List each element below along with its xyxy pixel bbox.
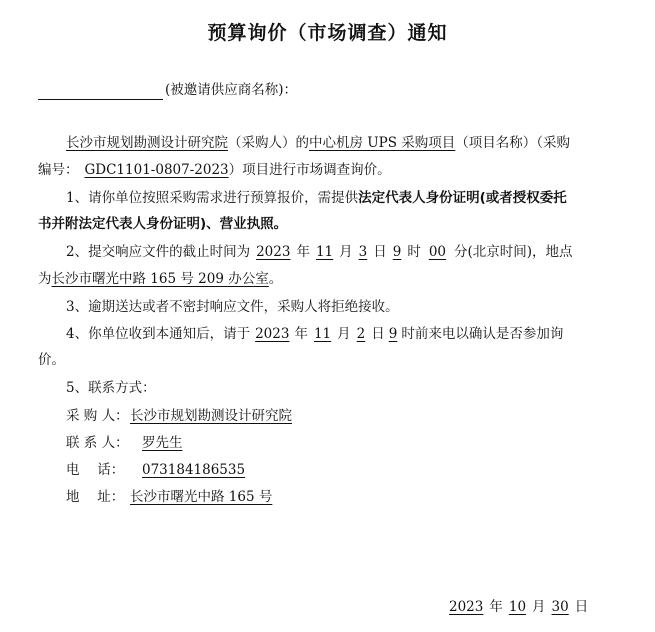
item1-bold1: 法定代表人身份证明(或者授权委托: [358, 190, 567, 206]
confirm-hour: 9: [388, 326, 398, 342]
item1-line2: [38, 214, 287, 234]
confirm-day-unit: 日: [371, 326, 385, 342]
confirm-hour-unit: 时前来电以确认是否参加询: [401, 326, 564, 342]
date-month-unit: 月: [532, 599, 546, 615]
contact-label: 地 址：: [66, 489, 125, 505]
project-code: GDC1101-0807-2023: [84, 162, 229, 178]
contact-label: 联 系 人：: [66, 435, 129, 451]
invitee-blank: [38, 85, 163, 100]
deadline-day-unit: 日: [373, 244, 387, 260]
deadline-day: 3: [358, 244, 368, 260]
confirm-year: 2023: [255, 326, 290, 342]
contact-purchaser: [66, 406, 302, 426]
contact-value: 长沙市规划勘测设计研究院: [130, 408, 292, 424]
signing-date: [443, 597, 588, 617]
para1-line1: [66, 133, 570, 153]
item1-text: 1、请你单位按照采购需求进行预算报价，需提供: [66, 190, 359, 206]
para1-line2: [38, 160, 391, 180]
item1-bold2: 书并附法定代表人身份证明)、营业执照。: [38, 216, 288, 232]
deadline-minute-unit: 分(北京时间)，地点: [454, 244, 573, 260]
deadline-year: 2023: [256, 244, 291, 260]
deadline-month-unit: 月: [339, 244, 353, 260]
contact-person: [66, 433, 193, 453]
date-year-unit: 年: [489, 599, 503, 615]
deadline-month: 11: [315, 244, 334, 260]
para1-text4: ）项目进行市场调查询价。: [228, 162, 391, 178]
notice-title: 预算询价（市场调查）通知: [207, 22, 448, 44]
item2-text1: 2、提交响应文件的截止时间为: [66, 244, 251, 260]
confirm-day: 2: [356, 326, 366, 342]
contact-phone: [66, 460, 255, 480]
submission-place: 长沙市曙光中路 165 号 209 办公室: [51, 271, 269, 287]
purchaser-name: 长沙市规划勘测设计研究院: [66, 135, 228, 151]
date-year: 2023: [449, 599, 484, 615]
confirm-month-unit: 月: [337, 326, 351, 342]
item4-text1: 4、你单位收到本通知后，请于: [66, 326, 251, 342]
contact-value: 罗先生: [142, 435, 183, 451]
deadline-minute: 00: [428, 244, 447, 260]
item2-text3: 。: [268, 271, 283, 287]
contact-label: 采 购 人：: [66, 408, 129, 424]
date-day-unit: 日: [574, 599, 589, 615]
item4-line2: 价。: [38, 352, 65, 368]
contact-label: 电 话：: [66, 462, 125, 478]
deadline-year-unit: 年: [296, 244, 310, 260]
confirm-year-unit: 年: [294, 326, 308, 342]
invitee-line: [38, 80, 297, 100]
deadline-hour-unit: 时: [407, 244, 421, 260]
confirm-month: 11: [313, 326, 332, 342]
item2-line2: [38, 269, 282, 289]
item3-line: 3、逾期送达或者不密封响应文件，采购人将拒绝接收。: [66, 299, 399, 315]
item5-line: 5、联系方式：: [66, 380, 156, 396]
project-name: 中心机房 UPS 采购项目: [309, 135, 456, 151]
item1-line1: [66, 188, 567, 208]
item4-line1: [66, 324, 563, 344]
contact-value: 073184186535: [142, 462, 246, 478]
date-month: 10: [508, 599, 527, 615]
date-day: 30: [551, 599, 569, 615]
para1-text1: （采购人）的: [228, 135, 309, 151]
invitee-label: (被邀请供应商名称)：: [165, 82, 298, 98]
contact-value: 长沙市曙光中路 165 号: [130, 489, 273, 505]
deadline-hour: 9: [392, 244, 402, 260]
contact-address: [66, 487, 276, 507]
para1-text2: （项目名称）（采购: [455, 135, 571, 151]
item2-text2: 为: [38, 271, 52, 287]
item2-line1: [66, 242, 573, 262]
code-label: 编号：: [38, 162, 79, 178]
